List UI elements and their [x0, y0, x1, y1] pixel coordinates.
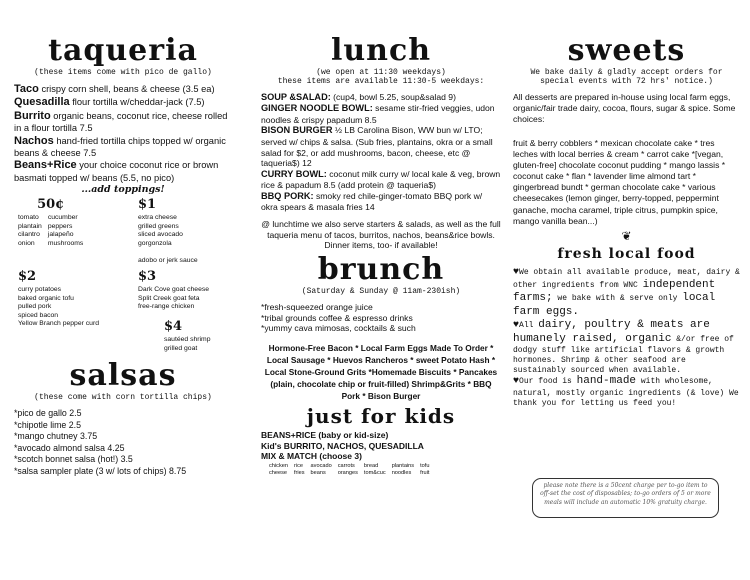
toppings-list: curry potatoes baked organic tofu pulled pork spiced bacon Yellow Branch pepper curd — [18, 286, 99, 328]
item-name: Burrito — [14, 109, 51, 122]
heart-icon: ♥ — [513, 376, 520, 388]
salsas-title: salsas — [69, 358, 177, 394]
menu-item-burrito — [14, 110, 232, 135]
toppings-list: tomato plantain cilantro onion — [18, 214, 42, 247]
menu-item-soup-salad — [261, 92, 501, 103]
text: We obtain all available produce, meat, dairy & other ingredients from WNC — [513, 267, 740, 291]
toppings-grid — [14, 197, 232, 352]
list-item: BEANS+RICE (baby or kid-size) — [261, 429, 389, 440]
item-desc: your choice coconut rice or brown basmati topped w/ beans (5.5, no pico) — [14, 160, 219, 183]
item-desc: smoky red chile-ginger-tomato BBQ pork w/ okra spears & masala fries 14 — [261, 190, 483, 213]
to-go-notice: please note there is a 50cent charge per to-go item to off-set the cost of disposables; to-go orders of 5 or more meals will include an automatic 10% gratuity charge. — [532, 478, 719, 518]
menu-item-curry-bowl — [261, 169, 501, 191]
toppings-50c — [18, 197, 83, 248]
heart-icon: ♥ — [513, 266, 520, 278]
local-food-paragraph-3 — [513, 375, 740, 408]
sweets-column — [507, 0, 750, 408]
lunch-title: lunch — [330, 33, 432, 68]
list-item: *tribal grounds coffee & espresso drinks — [261, 312, 413, 323]
text-emphasis: dairy, poultry & meats are humanely raised, organic — [513, 319, 710, 345]
sweets-choices: fruit & berry cobblers * mexican chocolate cake * tres leches with local berries & cream * carrot cake *[vegan, gluten-free] chocolate coconut pudding * mango lassis * coconut cake * flan * lavender lime almond tart * gingerbread bundt * german chocolate cake * various cheesecakes (lemon ginger, berry-topped, peppermint ganache, mocha caramel, triple citrus, pumpkin spice, mango vanilla bean...) — [513, 137, 726, 226]
sweets-note: We bake daily & gladly accept orders for special events with 72 hrs' notice.) — [530, 68, 723, 86]
list-item: *scotch bonnet salsa (hot!) 3.5 — [14, 454, 133, 465]
lunch-hours-note: these items are available 11:30-5 weekdays: — [277, 77, 485, 86]
heart-icon: ♥ — [513, 320, 520, 332]
toppings-price: $1 — [138, 197, 157, 213]
list-item: *chipotle lime 2.5 — [14, 419, 81, 430]
text: All — [519, 321, 539, 331]
item-name: Quesadilla — [14, 96, 70, 109]
item-name: Taco — [14, 83, 39, 95]
item-desc: ½ LB Carolina Bison, WW bun w/ LTO; served w/ chips & salsa. (Sub fries, plantains, okra or a small salad for $2, or add mushrooms, bacon, cheese, etc @ taqueria$) 12 — [261, 125, 493, 169]
menu-item-bison-burger — [261, 125, 501, 168]
brunch-note: (Saturday & Sunday @ 11am-230ish) — [301, 286, 461, 296]
text: &/or free of dodgy stuff like artificial flavors & growth hormones. Shrimp & other seafood are sustainably sourced when available. — [513, 334, 734, 375]
toppings-price: $3 — [138, 269, 157, 285]
text-emphasis: hand-made — [576, 375, 637, 388]
menu-item-quesadilla — [14, 96, 232, 109]
list-item: carrots oranges — [337, 462, 358, 476]
lunch-footer: @ lunchtime we also serve starters & salads, as well as the full taqueria menu of tacos, burritos, nachos, beans&rice bowls. Dinner items, too- if available! — [261, 218, 501, 251]
list-item: MIX & MATCH (choose 3) — [261, 451, 362, 462]
menu-item-nachos — [14, 135, 232, 160]
toppings-2 — [18, 269, 99, 329]
lunch-note: (we open at 11:30 weekdays) — [316, 68, 446, 77]
item-name: BBQ PORK: — [261, 190, 314, 201]
item-name: Beans+Rice — [14, 159, 77, 172]
menu-item-taco — [14, 83, 232, 96]
item-desc: coconut milk curry w/ local kale & veg, brown rice & papadum 8.5 (add protein @ taqueria$) — [261, 168, 501, 191]
item-desc: flour tortilla w/cheddar-jack (7.5) — [69, 97, 205, 108]
list-item: *fresh-squeezed orange juice — [261, 301, 373, 312]
list-item: tofu fruit — [420, 462, 430, 476]
salsas-note: (these come with corn tortilla chips) — [34, 393, 212, 403]
toppings-4 — [164, 319, 210, 353]
kids-title: just for kids — [306, 403, 456, 428]
item-name: BISON BURGER — [261, 125, 333, 136]
item-name: GINGER NOODLE BOWL: — [261, 103, 373, 114]
list-item: chicken cheese — [269, 462, 288, 476]
toppings-list: Dark Cove goat cheese Split Creek goat feta free-range chicken — [138, 286, 210, 311]
item-desc: sesame stir-fried veggies, udon noodles & crispy papadum 8.5 — [261, 103, 495, 125]
local-food-paragraph-2 — [513, 319, 740, 375]
toppings-1 — [138, 197, 198, 265]
menu-item-bbq-pork — [261, 191, 501, 213]
item-desc: organic beans, coconut rice, cheese rolled in a flour tortilla 7.5 — [14, 110, 228, 134]
taqueria-column — [0, 0, 240, 478]
flourish-ornament: ❦ — [621, 228, 632, 243]
add-toppings-heading: ...add toppings! — [81, 184, 165, 196]
text-emphasis: independent farms; — [513, 279, 716, 305]
toppings-list: extra cheese grilled greens sliced avocado gorgonzola adobo or jerk sauce — [138, 214, 198, 264]
toppings-list: sautéed shrimp grilled goat — [164, 336, 211, 352]
item-name: Nachos — [14, 134, 54, 147]
toppings-3 — [138, 269, 209, 312]
taqueria-note: (these items come with pico de gallo) — [34, 68, 212, 77]
sweets-title: sweets — [567, 33, 686, 68]
item-name: SOUP &SALAD: — [261, 92, 331, 102]
brunch-drinks — [261, 302, 501, 334]
local-food-paragraph-1 — [513, 267, 740, 319]
toppings-list: cucumber peppers jalapeño mushrooms — [47, 214, 84, 247]
text: with wholesome, natural, mostly organic ingredients (& love) We thank you for letting us feed you! — [513, 377, 739, 408]
list-item: *pico de gallo 2.5 — [14, 408, 82, 419]
taqueria-title: taqueria — [48, 33, 198, 68]
brunch-items: Hormone-Free Bacon * Local Farm Eggs Made To Order * Local Sausage * Huevos Rancheros * sweet Potato Hash * Local Stone-Ground Grits *Homemade Biscuits * Pancakes (plain, chocolate chip or fruit-filled) Shrimp&Grits * BBQ Pork * Bison Burger — [264, 342, 498, 401]
list-item: *mango chutney 3.75 — [14, 431, 98, 442]
toppings-price: $4 — [164, 319, 183, 335]
menu-item-beans-rice — [14, 159, 232, 184]
kids-list — [261, 430, 501, 462]
text: Our food is — [519, 377, 577, 387]
list-item: *avocado almond salsa 4.25 — [14, 442, 125, 453]
list-item: avocado beans — [310, 462, 332, 476]
lunch-column — [255, 0, 505, 476]
toppings-price: $2 — [18, 269, 37, 285]
item-desc: (cup4, bowl 5.25, soup&salad 9) — [330, 92, 456, 102]
menu-item-ginger-noodle — [261, 103, 501, 125]
item-desc: hand-fried tortilla chips topped w/ organic beans & cheese 7.5 — [14, 135, 226, 158]
list-item: rice fries — [293, 462, 305, 476]
toppings-price: 50¢ — [37, 197, 65, 213]
text-emphasis: local farm eggs. — [513, 292, 716, 318]
list-item: *salsa sampler plate (3 w/ lots of chips) 8.75 — [14, 466, 187, 477]
sweets-intro: All desserts are prepared in-house using local farm eggs, organic/fair trade dairy, cocoa, flours, sugar & spice. Some choices: — [513, 92, 736, 125]
list-item: *yummy cava mimosas, cocktails & such — [261, 323, 416, 334]
brunch-title: brunch — [317, 251, 445, 287]
list-item: Kid's BURRITO, NACHOS, QUESADILLA — [261, 440, 424, 451]
salsas-list — [14, 408, 232, 478]
list-item: plantains noodles — [391, 462, 415, 476]
local-food-title: fresh local food — [557, 245, 696, 262]
item-desc: crispy corn shell, beans & cheese (3.5 ea) — [38, 84, 215, 94]
mix-match-options — [269, 463, 501, 476]
text: we bake with & serve only — [552, 294, 683, 304]
item-name: CURRY BOWL: — [261, 168, 327, 179]
list-item: bread tom&cuc — [363, 462, 386, 476]
